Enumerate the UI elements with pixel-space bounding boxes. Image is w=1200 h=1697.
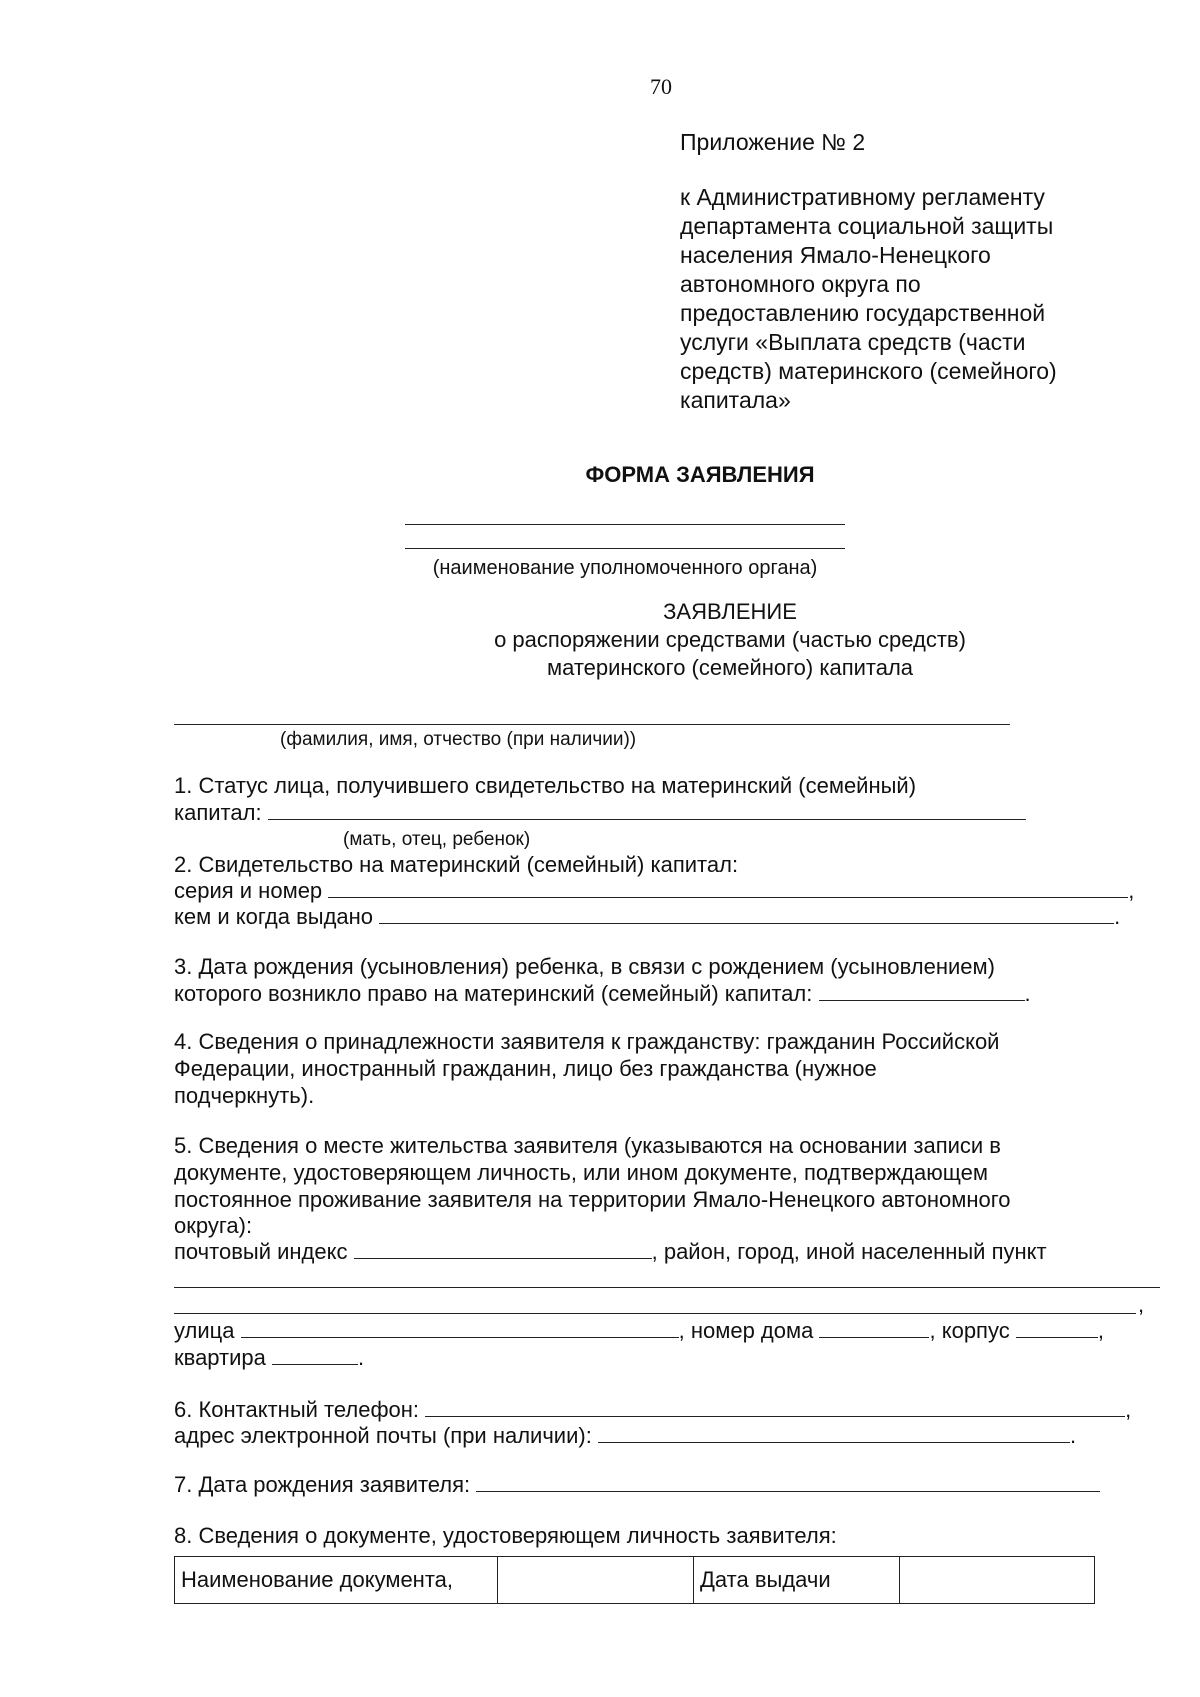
issued-label: кем и когда выдано	[174, 904, 374, 929]
phone-end: ,	[1125, 1397, 1132, 1422]
applicant-birth-date-field[interactable]	[476, 1473, 1100, 1492]
phone-label: 6. Контактный телефон:	[174, 1397, 420, 1422]
postal-label: почтовый индекс	[174, 1239, 348, 1264]
authority-caption: (наименование уполномоченного органа)	[432, 557, 818, 579]
appendix-line: автономного округа по	[680, 271, 921, 297]
appendix-line: предоставлению государственной	[680, 300, 1046, 326]
appendix-line: капитала»	[680, 387, 791, 413]
apartment-end: .	[358, 1345, 365, 1370]
identity-document-table	[174, 1556, 1095, 1604]
page-number: 70	[650, 74, 672, 99]
child-birth-date-field[interactable]	[819, 982, 1025, 1001]
section1-label: капитал:	[174, 800, 262, 825]
section5-line3: постоянное проживание заявителя на территории Ямало-Ненецкого автономного	[174, 1187, 1011, 1212]
section5-line4: округа):	[174, 1213, 253, 1238]
section5-apartment-row	[174, 1345, 364, 1371]
application-heading: ЗАЯВЛЕНИЕ	[663, 599, 797, 624]
locality-comma: ,	[1138, 1292, 1145, 1317]
application-subheading-2: материнского (семейного) капитала	[546, 655, 914, 680]
appendix-line: средств) материнского (семейного)	[680, 358, 1057, 384]
section6-email-row	[174, 1423, 1076, 1449]
doc-name-header: Наименование документа,	[175, 1557, 498, 1604]
series-label: серия и номер	[174, 878, 323, 903]
street-label: улица	[174, 1318, 235, 1343]
street-field[interactable]	[241, 1319, 679, 1338]
applicant-birth-label: 7. Дата рождения заявителя:	[174, 1472, 471, 1497]
house-label: , номер дома	[678, 1318, 814, 1343]
house-number-field[interactable]	[819, 1319, 929, 1338]
series-end: ,	[1128, 878, 1135, 903]
building-field[interactable]	[1016, 1319, 1098, 1338]
section8-title: 8. Сведения о документе, удостоверяющем личность заявителя:	[174, 1523, 837, 1548]
application-subheading-1: о распоряжении средствами (частью средств)	[494, 627, 966, 652]
section3-end: .	[1024, 981, 1031, 1006]
section2-title: 2. Свидетельство на материнский (семейный) капитал:	[174, 852, 739, 877]
status-field[interactable]	[268, 801, 1026, 820]
section6-phone-row	[174, 1397, 1131, 1423]
section4-line1: 4. Сведения о принадлежности заявителя к гражданству: гражданин Российской	[174, 1029, 1000, 1054]
doc-name-value[interactable]	[498, 1557, 694, 1604]
appendix-line: населения Ямало-Ненецкого	[680, 242, 991, 268]
section1-line1: 1. Статус лица, получившего свидетельство на материнский (семейный)	[174, 773, 917, 798]
section5-line1: 5. Сведения о месте жительства заявителя (указываются на основании записи в	[174, 1133, 1001, 1158]
series-number-field[interactable]	[328, 879, 1128, 898]
fio-line[interactable]	[174, 724, 1010, 725]
issued-by-field[interactable]	[379, 905, 1114, 924]
section1-status-row	[174, 800, 1026, 826]
email-field[interactable]	[598, 1424, 1070, 1443]
locality-line-2[interactable]	[174, 1313, 1136, 1314]
appendix-title: Приложение № 2	[680, 129, 866, 155]
authority-line-1[interactable]	[405, 524, 845, 525]
appendix-text	[680, 183, 1150, 415]
building-end: ,	[1097, 1318, 1104, 1343]
issued-end: .	[1114, 904, 1121, 929]
section5-postal-row	[174, 1239, 1047, 1265]
fio-caption: (фамилия, имя, отчество (при наличии))	[280, 729, 637, 750]
section2-series-row	[174, 878, 1134, 904]
section3-line2: которого возникло право на материнский (семейный) капитал:	[174, 981, 813, 1006]
building-label: , корпус	[929, 1318, 1010, 1343]
section4-line3: подчеркнуть).	[174, 1083, 315, 1108]
section1-caption: (мать, отец, ребенок)	[343, 829, 531, 850]
locality-line-1[interactable]	[174, 1287, 1160, 1288]
section7-row	[174, 1472, 1100, 1498]
authority-line-2[interactable]	[405, 548, 845, 549]
section2-issued-row	[174, 904, 1120, 930]
email-end: .	[1069, 1423, 1077, 1448]
locality-label: , район, город, иной населенный пункт	[651, 1239, 1047, 1264]
phone-field[interactable]	[425, 1398, 1125, 1417]
table-row	[175, 1557, 1095, 1604]
appendix-line: департамента социальной защиты	[680, 213, 1054, 239]
postal-code-field[interactable]	[354, 1240, 652, 1259]
section3-line1: 3. Дата рождения (усыновления) ребенка, в связи с рождением (усыновлением)	[174, 954, 995, 979]
appendix-line: к Административному регламенту	[680, 184, 1045, 210]
issue-date-value[interactable]	[900, 1557, 1095, 1604]
apartment-label: квартира	[174, 1345, 266, 1370]
section5-line2: документе, удостоверяющем личность, или ином документе, подтверждающем	[174, 1160, 988, 1185]
section5-street-row	[174, 1318, 1104, 1344]
email-label: адрес электронной почты (при наличии):	[174, 1423, 592, 1448]
section3-row2	[174, 981, 1031, 1007]
issue-date-header: Дата выдачи	[694, 1557, 900, 1604]
appendix-line: услуги «Выплата средств (части	[680, 329, 1026, 355]
section4-line2: Федерации, иностранный гражданин, лицо без гражданства (нужное	[174, 1056, 877, 1081]
apartment-field[interactable]	[272, 1346, 358, 1365]
form-title: ФОРМА ЗАЯВЛЕНИЯ	[585, 462, 815, 487]
